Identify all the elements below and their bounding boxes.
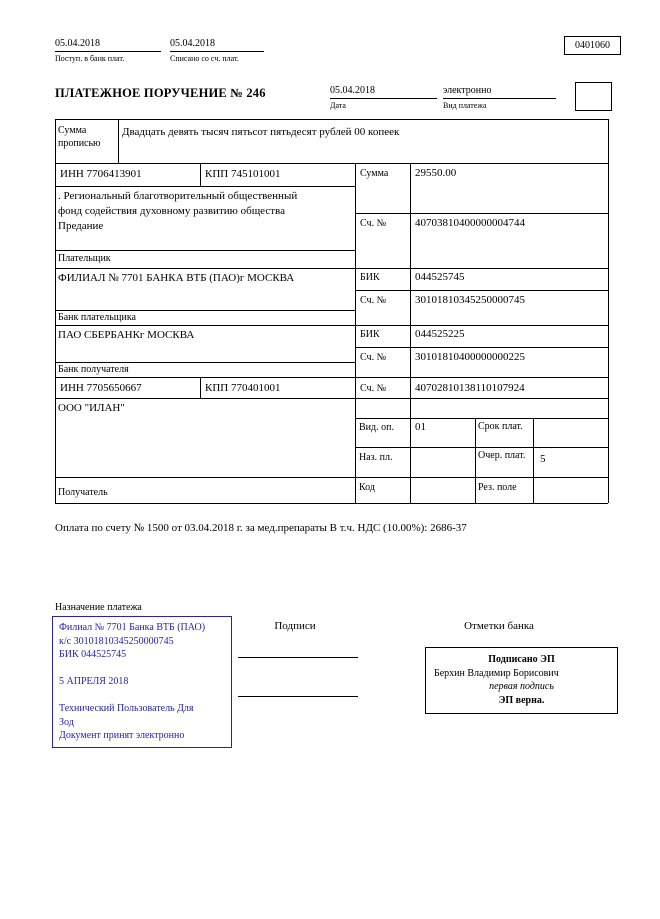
stamp-line: 5 АПРЕЛЯ 2018 xyxy=(59,676,129,687)
stamp-line xyxy=(59,662,225,676)
payer-bank-account-label: Сч. № xyxy=(360,295,387,306)
divider xyxy=(410,163,411,503)
payment-type-block xyxy=(443,85,556,110)
payee-label: Получатель xyxy=(58,487,108,498)
payer-inn: ИНН 7706413901 xyxy=(60,168,142,180)
payee-kpp: КПП 770401001 xyxy=(205,382,281,394)
payee-bank-bik-label: БИК xyxy=(360,329,380,340)
payer-bank-name: ФИЛИАЛ № 7701 БАНКА ВТБ (ПАО)г МОСКВА xyxy=(58,272,295,284)
payer-account: 40703810400000004744 xyxy=(415,217,525,229)
amount-value: 29550.00 xyxy=(415,167,457,179)
divider xyxy=(55,362,355,363)
divider xyxy=(55,325,608,326)
op-kind-value: 01 xyxy=(415,421,426,433)
esign-signer: Берхин Владимир Борисович xyxy=(434,667,559,679)
payer-name-line: Предание xyxy=(58,220,104,232)
form-code: 0401060 xyxy=(575,40,610,51)
payer-bank-account: 30101810345250000745 xyxy=(415,294,525,306)
divider xyxy=(355,163,356,503)
pay-term-label: Срок плат. xyxy=(478,421,523,432)
divider xyxy=(533,418,534,503)
stamp-line: Филиал № 7701 Банка ВТБ (ПАО) xyxy=(59,622,206,633)
divider xyxy=(55,310,355,311)
debited-date: 05.04.2018 xyxy=(170,38,264,52)
payee-name: ООО "ИЛАН" xyxy=(58,402,125,414)
stamp-line xyxy=(59,689,225,703)
stamp-line: БИК 044525745 xyxy=(59,649,127,660)
divider xyxy=(55,250,355,251)
document-title: ПЛАТЕЖНОЕ ПОРУЧЕНИЕ № 246 xyxy=(55,86,266,100)
payee-bank-label: Банк получателя xyxy=(58,364,129,375)
doc-date-label: Дата xyxy=(330,101,346,110)
received-date-label: Поступ. в банк плат. xyxy=(55,54,125,63)
esign-signed-label: Подписано ЭП xyxy=(488,654,555,665)
divider xyxy=(355,447,608,448)
esign-valid: ЭП верна. xyxy=(498,694,545,706)
stamp-line: к/с 30101810345250000745 xyxy=(59,635,174,647)
doc-date-block xyxy=(330,85,437,110)
priority-value: 5 xyxy=(540,453,546,465)
divider xyxy=(55,163,608,164)
debited-date-label: Списано со сч. плат. xyxy=(170,54,239,63)
divider xyxy=(118,119,119,163)
status-box xyxy=(575,82,612,111)
payer-kpp: КПП 745101001 xyxy=(205,168,281,180)
purpose-label: Назначение платежа xyxy=(55,602,142,613)
form-code-box xyxy=(564,36,621,55)
divider xyxy=(355,290,608,291)
payee-bank-account: 30101810400000000225 xyxy=(415,351,525,363)
divider xyxy=(55,377,608,378)
signatures-label: Подписи xyxy=(274,620,316,632)
payer-bank-bik-label: БИК xyxy=(360,272,380,283)
payee-bank-bik: 044525225 xyxy=(415,328,465,340)
esign-marks-box xyxy=(425,647,618,714)
received-date-block xyxy=(55,38,161,63)
divider xyxy=(355,347,608,348)
purpose-code-label: Наз. пл. xyxy=(359,452,393,463)
bank-electronic-stamp xyxy=(52,616,232,748)
doc-date: 05.04.2018 xyxy=(330,85,437,99)
divider xyxy=(55,119,56,503)
divider xyxy=(55,268,608,269)
bank-marks-label: Отметки банка xyxy=(464,620,534,632)
code-label: Код xyxy=(359,482,375,493)
esign-kind: первая подпись xyxy=(489,681,554,692)
priority-label: Очер. плат. xyxy=(478,450,526,461)
payment-type: электронно xyxy=(443,85,556,99)
divider xyxy=(475,418,476,503)
divider xyxy=(355,418,608,419)
divider xyxy=(200,163,201,186)
stamp-line: Документ принят электронно xyxy=(59,730,185,741)
amount-words: Двадцать девять тысяч пятьсот пятьдесят рублей 00 копеек xyxy=(122,126,400,138)
amount-label: Сумма xyxy=(360,168,389,179)
received-date: 05.04.2018 xyxy=(55,38,161,52)
payee-bank-name: ПАО СБЕРБАНКг МОСКВА xyxy=(58,329,195,341)
op-kind-label: Вид. оп. xyxy=(359,422,394,433)
divider xyxy=(55,119,608,120)
divider xyxy=(608,119,609,503)
payer-account-label: Сч. № xyxy=(360,218,387,229)
payment-type-label: Вид платежа xyxy=(443,101,487,110)
reserve-label: Рез. поле xyxy=(478,482,517,493)
amount-words-label: Сумма прописью xyxy=(58,125,101,149)
stamp-line: Зод xyxy=(59,716,74,728)
payer-name xyxy=(58,189,352,234)
payee-account: 40702810138110107924 xyxy=(415,382,525,394)
signature-line xyxy=(238,657,358,658)
signature-line xyxy=(238,696,358,697)
purpose-text: Оплата по счету № 1500 от 03.04.2018 г. за мед.препараты В т.ч. НДС (10.00%): 2686-37 xyxy=(55,522,467,534)
divider xyxy=(355,213,608,214)
payer-name-line: фонд содействия духовному развитию общества xyxy=(58,205,285,217)
divider xyxy=(200,377,201,398)
payer-bank-bik: 044525745 xyxy=(415,271,465,283)
payer-name-line: . Региональный благотворительный общественный xyxy=(58,190,298,202)
payee-account-label: Сч. № xyxy=(360,383,387,394)
divider xyxy=(55,477,608,478)
payer-label: Плательщик xyxy=(58,253,111,264)
divider xyxy=(55,503,608,504)
stamp-line: Технический Пользователь Для xyxy=(59,703,194,714)
divider xyxy=(55,398,608,399)
payee-bank-account-label: Сч. № xyxy=(360,352,387,363)
payee-inn: ИНН 7705650667 xyxy=(60,382,142,394)
divider xyxy=(55,186,355,187)
debited-date-block xyxy=(170,38,264,63)
payer-bank-label: Банк плательщика xyxy=(58,312,136,323)
